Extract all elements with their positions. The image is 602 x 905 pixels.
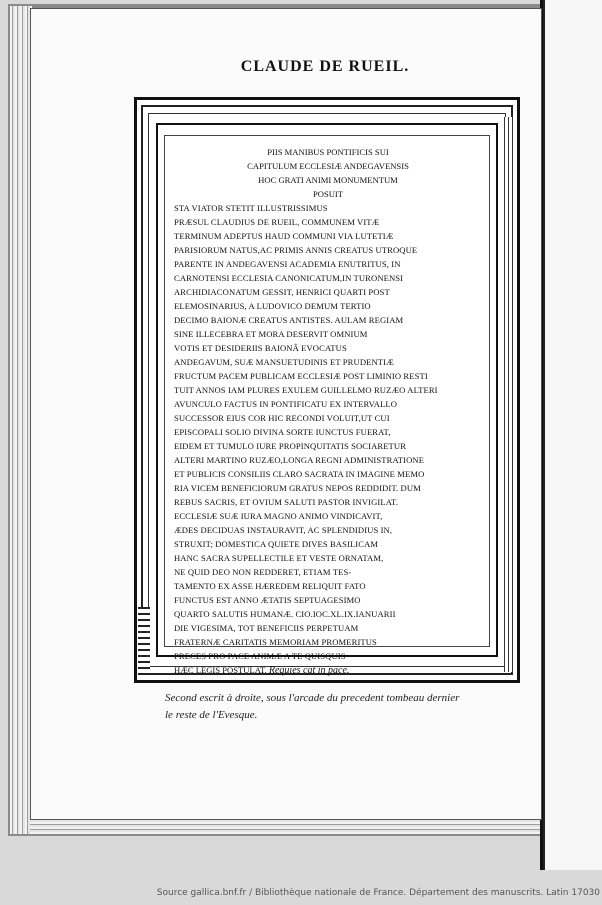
- inscription-line: DECIMO BAIONÆ CREATUS ANTISTES. AULAM REGIAM: [174, 315, 404, 325]
- facing-page: [543, 0, 602, 870]
- handwritten-caption: [165, 690, 525, 724]
- inscription-line: ALTERI MARTINO RUZÆO,LONGA REGNI ADMINISTRATIONE: [174, 455, 425, 465]
- caption-line-1: Second escrit à droite, sous l'arcade du precedent tombeau dernier: [165, 692, 460, 704]
- inscription-line: PRECES PRO PACE ANIMÆ A TE QUISQUIS: [174, 651, 346, 661]
- inscription-line: FUNCTUS EST ANNO ÆTATIS SEPTUAGESIMO: [174, 595, 361, 605]
- inscription-line: PRÆSUL CLAUDIUS DE RUEIL, COMMUNEM VITÆ: [174, 217, 380, 227]
- inscription-line: STRUXIT; DOMESTICA QUIETE DIVES BASILICAM: [174, 539, 379, 549]
- inscription-line: ARCHIDIACONATUM GESSIT, HENRICI QUARTI POST: [174, 287, 390, 297]
- inscription-line: EPISCOPALI SOLIO DIVINA SORTE IUNCTUS FUERAT,: [174, 427, 391, 437]
- frame-pilaster-right: [504, 117, 516, 672]
- inscription-heading-line: CAPITULUM ECCLESIÆ ANDEGAVENSIS: [247, 161, 409, 171]
- inscription-line: QUARTO SALUTIS HUMANÆ. CIO.IOC.XL.IX.IANUARII: [174, 609, 396, 619]
- inscription-heading-line: HOC GRATI ANIMI MONUMENTUM: [258, 175, 398, 185]
- inscription-line: FRATERNÆ CARITATIS MEMORIAM PROMERITUS: [174, 637, 377, 647]
- inscription-line: HANC SACRA SUPELLECTILE ET VESTE ORNATAM,: [174, 553, 384, 563]
- inscription-line: AVUNCULO FACTUS IN PONTIFICATU EX INTERVALLO: [174, 399, 398, 409]
- inscription-line: NE QUID DEO NON REDDERET, ETIAM TES-: [174, 567, 352, 577]
- inscription-line: DIE VIGESIMA, TOT BENEFICIIS PERPETUAM: [174, 623, 359, 633]
- inscription-line: REBUS SACRIS, ET OVIUM SALUTI PASTOR INVIGILAT.: [174, 497, 399, 507]
- epitaph-frame: [134, 97, 520, 683]
- inscription-line: ECCLESIÆ SUÆ IURA MAGNO ANIMO VINDICAVIT,: [174, 511, 383, 521]
- inscription-line: PARISIORUM NATUS,AC PRIMIS ANNIS CREATUS UTROQUE: [174, 245, 418, 255]
- source-credit: Source gallica.bnf.fr / Bibliothèque nationale de France. Département des manuscrits. Latin 17030: [156, 888, 600, 898]
- inscription-line: RIA VICEM BENEFICIORUM GRATUS NEPOS REDDIDIT. DUM: [174, 483, 421, 493]
- inscription-line: VOTIS ET DESIDERIIS BAIONÂ EVOCATUS: [174, 343, 347, 353]
- inscription-line: ÆDES DECIDUAS INSTAURAVIT, AC SPLENDIDIUS IN,: [174, 525, 393, 535]
- inscription-line: ANDEGAVUM, SUÆ MANSUETUDINIS ET PRUDENTIÆ: [174, 357, 394, 367]
- inscription-line: ELEMOSINARIUS, A LUDOVICO DEMUM TERTIO: [174, 301, 371, 311]
- inscription-line: FRUCTUM PACEM PUBLICAM ECCLESIÆ POST LIMINIO RESTI: [174, 371, 428, 381]
- inscription-line: EIDEM ET TUMULO IURE PROPINQUITATIS SOCIARETUR: [174, 441, 407, 451]
- inscription-heading-line: POSUIT: [312, 189, 344, 199]
- inscription-line: TERMINUM ADEPTUS HAUD COMMUNI VIA LUTETIÆ: [174, 231, 394, 241]
- inscription-line: SUCCESSOR EIUS COR HIC RECONDI VOLUIT,UT CUI: [174, 413, 390, 423]
- inscription-line: PARENTE IN ANDEGAVENSI ACADEMIA ENUTRITUS, IN: [174, 259, 401, 269]
- page-title: CLAUDE DE RUEIL.: [240, 58, 410, 75]
- inscription-line: CARNOTENSI ECCLESIA CANONICATUM,IN TURONENSI: [174, 273, 404, 283]
- inscription-closing-line: [174, 663, 482, 678]
- page-edges-left: [10, 6, 32, 834]
- inscription-line: TUIT ANNOS IAM PLURES EXULEM GUILLELMO RUZÆO ALTERI: [174, 385, 438, 395]
- inscription-line: STA VIATOR STETIT ILLUSTRISSIMUS: [174, 203, 328, 213]
- inscription-line: ET PUBLICIS CONSILIIS CLARO SACRATA IN IMAGINE MEMO: [174, 469, 425, 479]
- epitaph-inscription: [174, 145, 482, 676]
- inscription-line: SINE ILLECEBRA ET MORA DESERVIT OMNIUM: [174, 329, 368, 339]
- inscription-line: TAMENTO EX ASSE HÆREDEM RELIQUIT FATO: [174, 581, 366, 591]
- inscription-closing-text: HÆC LEGIS POSTULAT.: [174, 665, 267, 675]
- frame-pilaster-left: [138, 607, 150, 677]
- inscription-closing-script: Requies cat in pace.: [268, 665, 350, 676]
- inscription-heading-line: PIIS MANIBUS PONTIFICIS SUI: [267, 147, 389, 157]
- caption-line-2: le reste de l'Evesque.: [165, 709, 258, 721]
